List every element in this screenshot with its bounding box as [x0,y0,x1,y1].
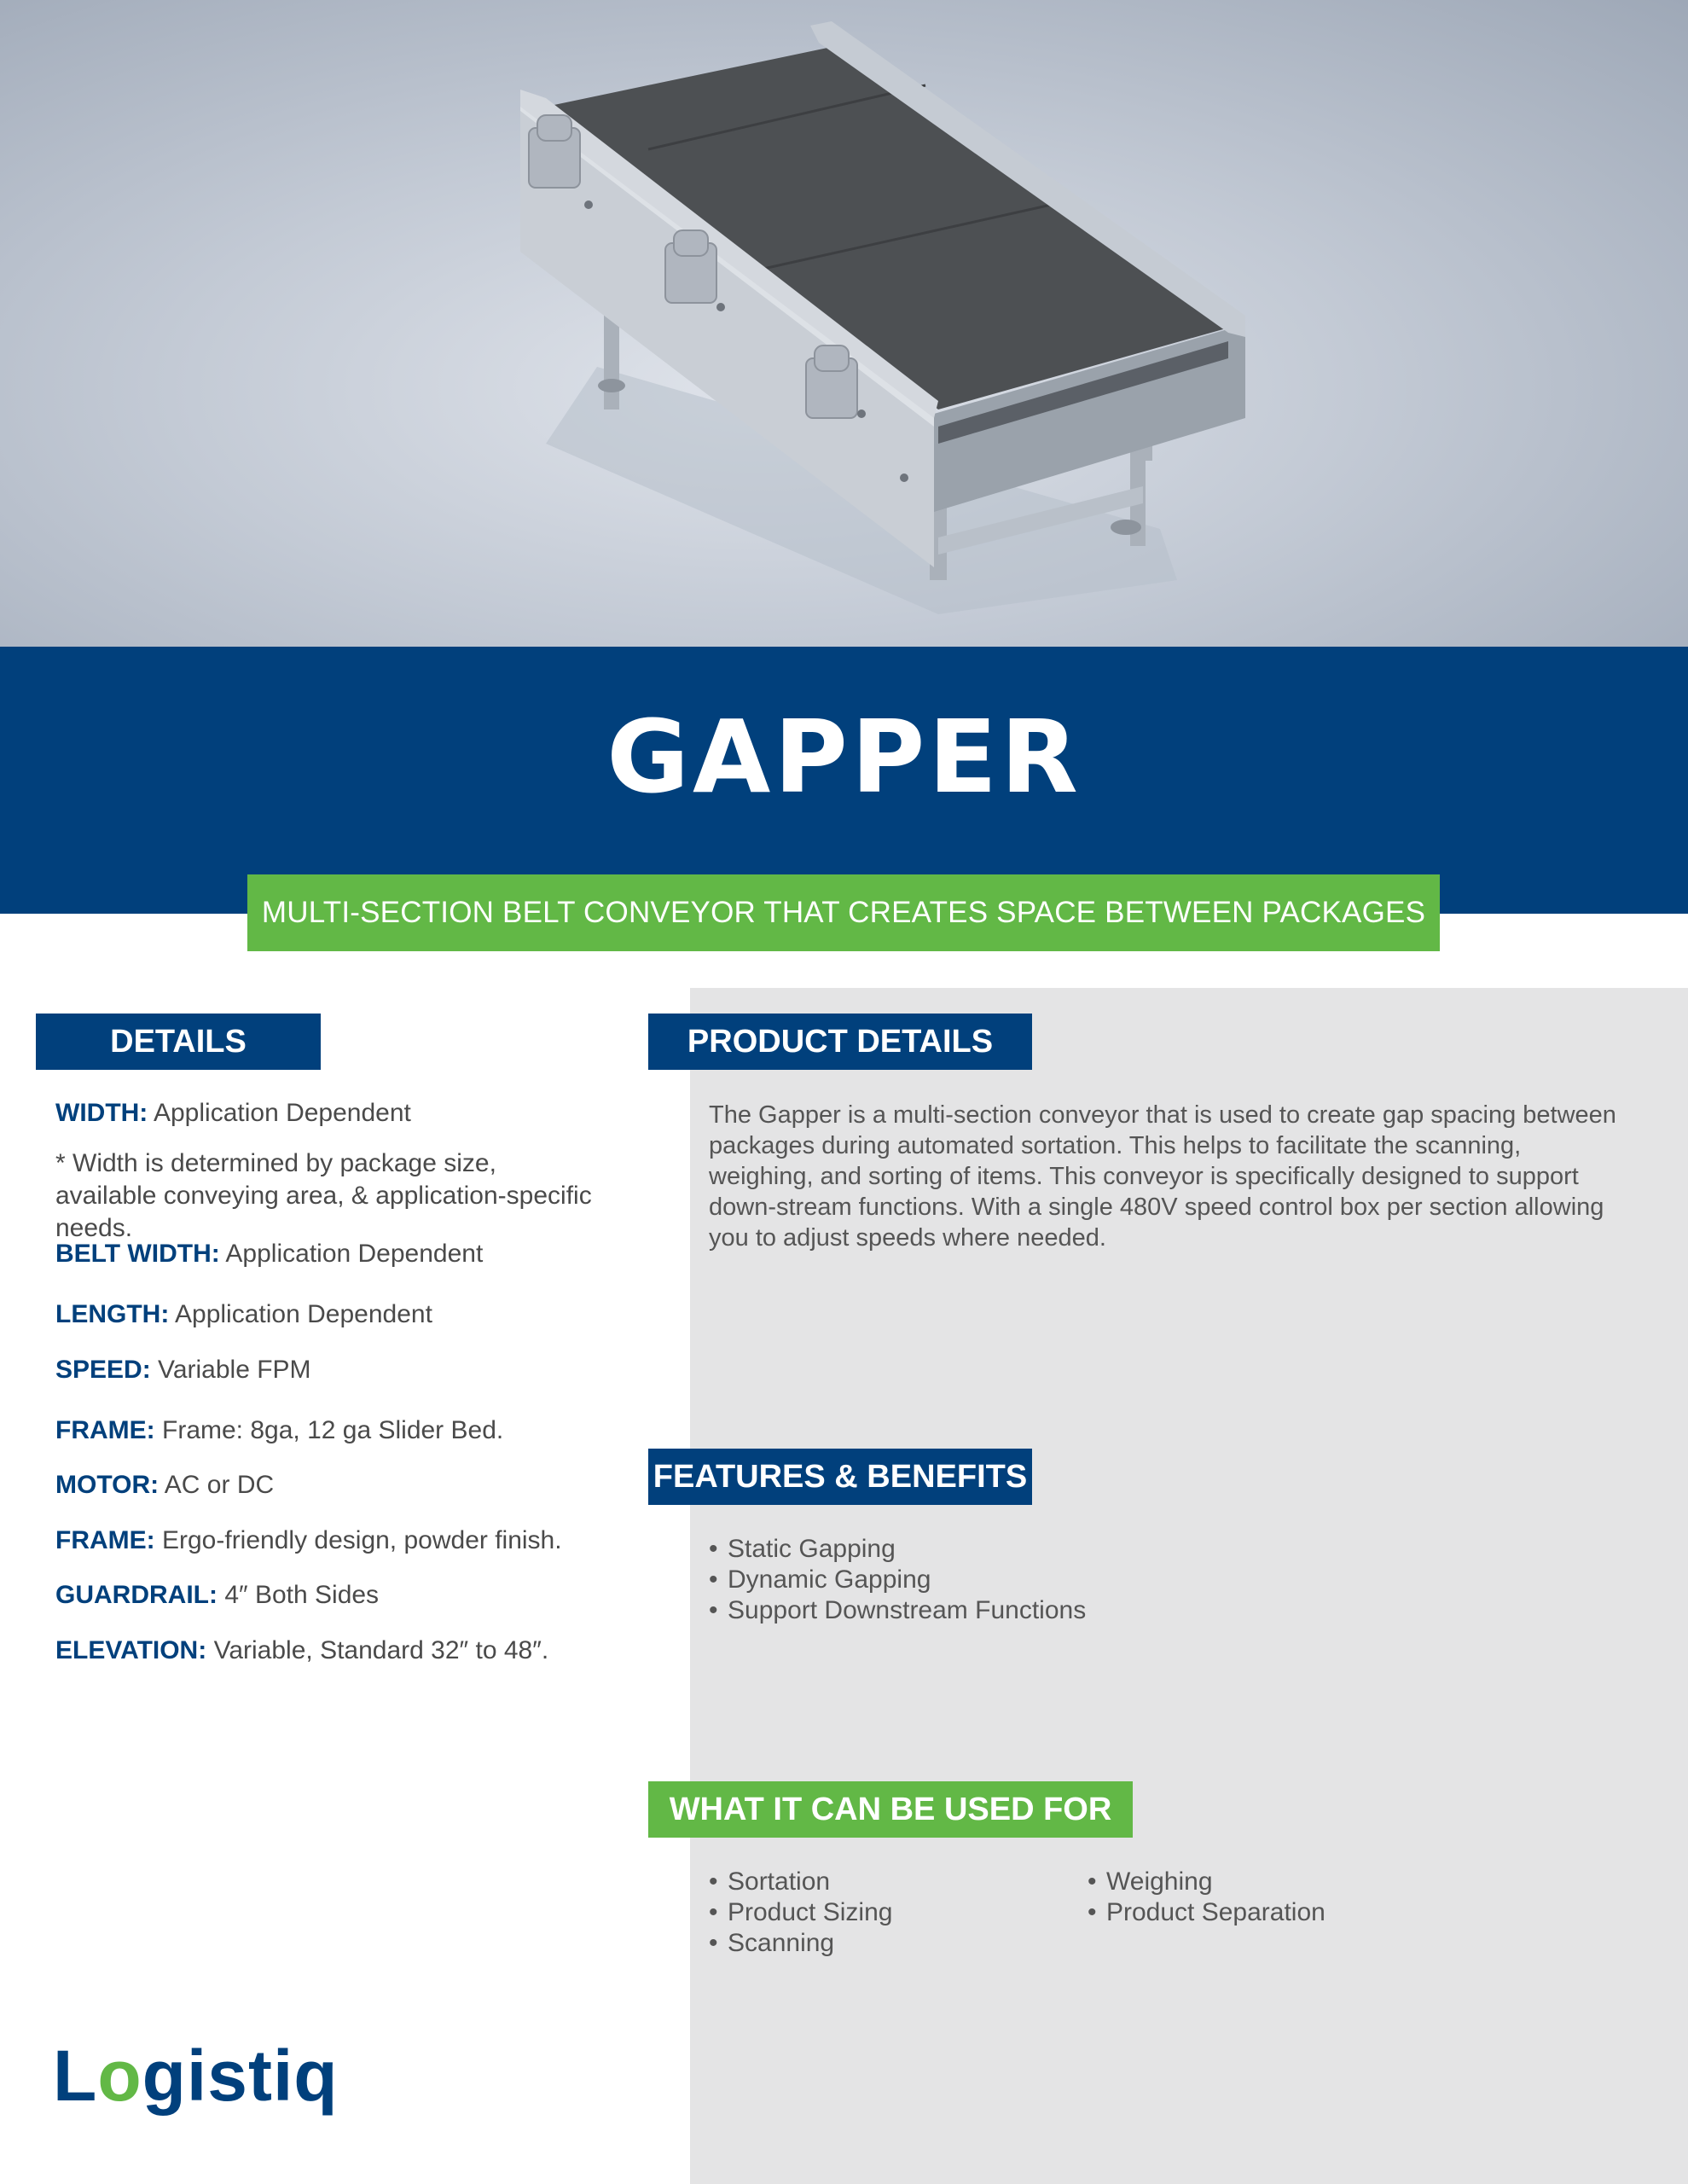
spec-width-key: WIDTH: [55,1099,148,1127]
spec-frame-key: FRAME: [55,1416,155,1444]
spec-length [55,1300,432,1329]
details-heading: DETAILS [36,1014,321,1070]
hero-image [0,0,1688,647]
spec-frame [55,1416,503,1445]
subtitle-banner: MULTI-SECTION BELT CONVEYOR THAT CREATES SPACE BETWEEN PACKAGES [247,874,1440,951]
spec-elevation-key: ELEVATION: [55,1636,207,1664]
spec-frame-value: Frame: 8ga, 12 ga Slider Bed. [162,1416,504,1444]
spec-motor [55,1471,274,1500]
spec-frame-finish [55,1526,562,1555]
spec-speed-value: Variable FPM [158,1356,311,1384]
spec-motor-key: MOTOR: [55,1471,160,1499]
spec-belt-width [55,1240,483,1269]
list-item: • Product Separation [1088,1897,1325,1928]
spec-guardrail [55,1581,379,1610]
list-item: • Support Downstream Functions [709,1595,1086,1626]
width-note: * Width is determined by package size, available conveying area, & application-specific needs. [55,1149,592,1242]
list-item: • Dynamic Gapping [709,1565,1086,1595]
list-item: • Static Gapping [709,1534,1086,1565]
spec-guardrail-key: GUARDRAIL: [55,1581,218,1609]
uses-list-col2 [1088,1867,1325,1928]
spec-motor-value: AC or DC [164,1471,275,1499]
uses-heading: WHAT IT CAN BE USED FOR [648,1781,1133,1838]
spec-elevation [55,1636,548,1665]
logo-letter-o: o [97,2036,142,2116]
spec-belt-width-key: BELT WIDTH: [55,1240,220,1268]
product-details-heading: PRODUCT DETAILS [648,1014,1032,1070]
product-description: The Gapper is a multi-section conveyor that is used to create gap spacing between packages during automated sortation. This helps to facilitate the scanning, weighing, and sorting of items. This conveyor is specifically designed to support down-stream functions. With a single 480V speed control box per section allowing you to adjust speeds where needed. [709,1101,1616,1252]
spec-width [55,1099,411,1128]
spec-length-value: Application Dependent [175,1300,432,1328]
spec-width-value: Application Dependent [153,1099,411,1127]
spec-frame-finish-key: FRAME: [55,1526,155,1554]
spec-belt-width-value: Application Dependent [225,1240,484,1268]
page-title: GAPPER [606,698,1082,816]
list-item: • Product Sizing [709,1897,892,1928]
spec-frame-finish-value: Ergo-friendly design, powder finish. [162,1526,562,1554]
list-item: • Weighing [1088,1867,1325,1897]
spec-length-key: LENGTH: [55,1300,170,1328]
spec-speed-key: SPEED: [55,1356,151,1384]
features-heading: FEATURES & BENEFITS [648,1449,1032,1505]
spec-guardrail-value: 4″ Both Sides [224,1581,380,1609]
spec-speed [55,1356,311,1385]
list-item: • Sortation [709,1867,892,1897]
features-list [709,1534,1086,1626]
logistiq-logo [53,2035,339,2117]
spec-elevation-value: Variable, Standard 32″ to 48″. [213,1636,549,1664]
logo-rest: gistiq [142,2036,339,2116]
logo-letter-l: L [53,2036,98,2116]
uses-list-col1 [709,1867,892,1959]
list-item: • Scanning [709,1928,892,1959]
conveyor-illustration [0,0,1688,647]
